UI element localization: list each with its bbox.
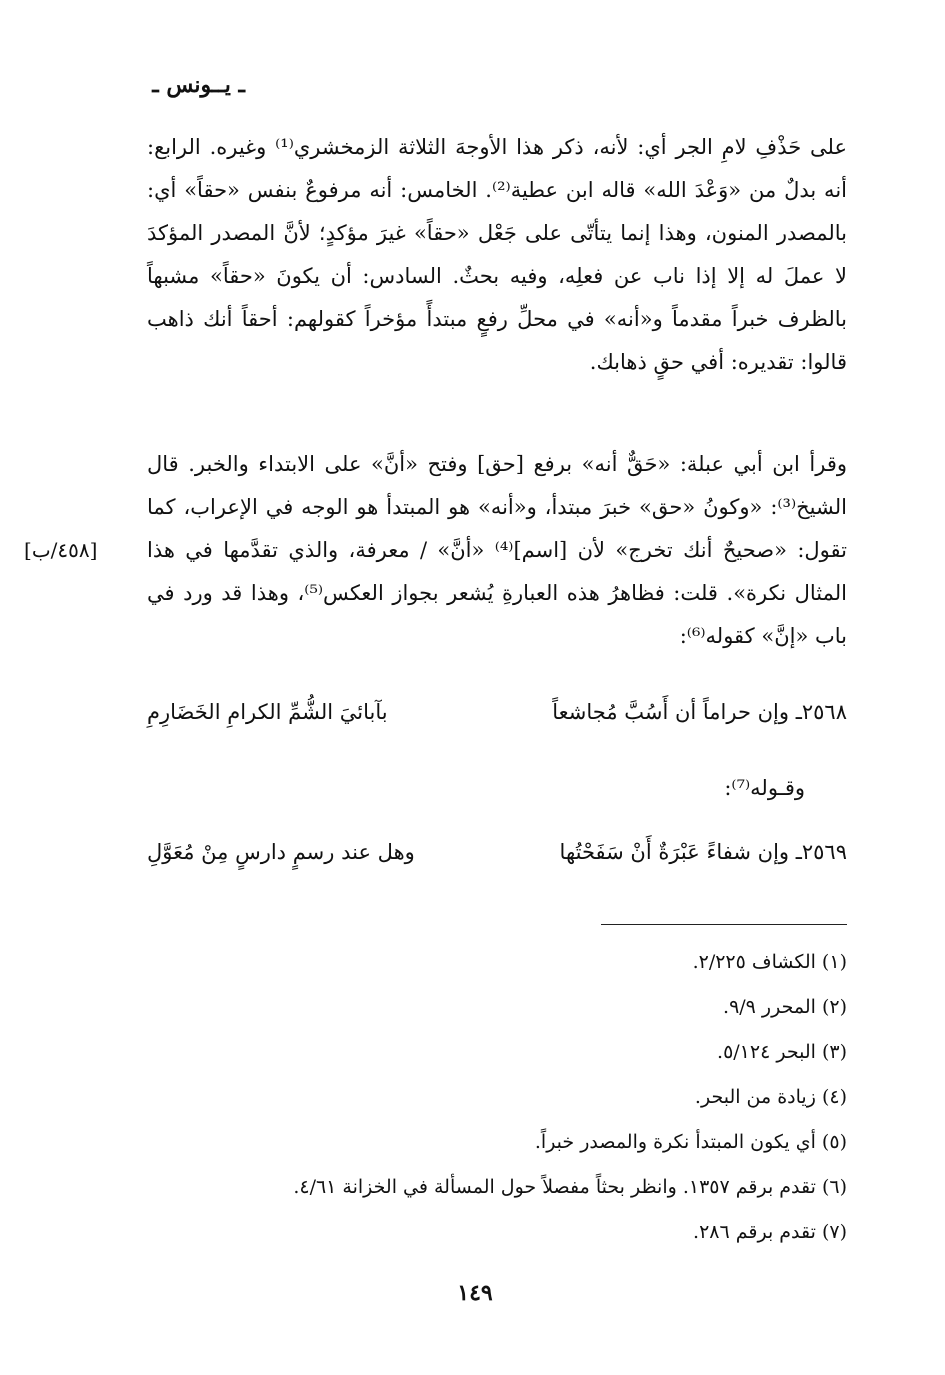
footnote-divider: [601, 924, 847, 925]
verse-2569-first-hemistich: ٢٥٦٩ـ وإن شفاءً عَبْرَةٌ أَنْ سَفَحْتُها: [559, 840, 847, 864]
footnote-1: (١) الكشاف ٢/٢٢٥.: [692, 951, 847, 973]
footnote-3: (٣) البحر ٥/١٢٤.: [717, 1041, 847, 1063]
margin-reference: [٤٥٨/ب]: [24, 538, 98, 562]
verse-intro-label: وقـوله⁽⁷⁾:: [724, 776, 805, 800]
verse-2569-second-hemistich: وهل عند رسمٍ دارسٍ مِنْ مُعَوَّلِ: [147, 840, 415, 864]
footnotes: [127, 940, 847, 1255]
verse-2569: [147, 840, 847, 864]
paragraph-1-text: على حَذْفِ لامِ الجر أي: لأنه، ذكر هذا الأوجهَ الثلاثة الزمخشري⁽¹⁾ وغيره. الرابع: أنه بدلٌ من «وَعْدَ الله» قاله ابن عطية⁽²⁾. الخامس: أنه مرفوعٌ بنفس «حقاً» أي: بالمصدر المنون، وهذا إنما يتأتّى على جَعْل «حقاً» غيرَ مؤكدٍ؛ لأنَّ المصدر المؤكدَ لا عملَ له إلا إذا ناب عن فعلِه، وفيه بحثٌ. السادس: أن يكونَ «حقاً» مشبهاً بالظرف خبراً مقدماً و«أنه» في محلِّ رفعٍ مبتدأً مؤخراً كقولهم: أحقاً أنك ذاهب قالوا: تقديره: أفي حقٍ ذهابك.: [147, 135, 848, 374]
running-header: ـ يــونس ـ: [152, 72, 245, 98]
footnote-2: (٢) المحرر ٩/٩.: [723, 996, 847, 1018]
footnote-7: (٧) تقدم برقم ٢٨٦.: [693, 1221, 847, 1243]
verse-2568: [147, 700, 847, 724]
paragraph-2: [147, 443, 847, 658]
paragraph-2-text: وقرأ ابن أبي عبلة: «حَقٌّ أنه» برفع [حق] وفتح «أنَّ» على الابتداء والخبر. قال الشيخ⁽³⁾: «وكونُ «حق» خبرَ مبتدأ، و«أنه» هو المبتدأ هو الوجه في الإعراب، كما تقول: «صحيحٌ أنك تخرج» لأن [اسم]⁽⁴⁾ «أنَّ» / معرفة، والذي تقدَّمها في هذا المثال نكرة». قلت: فظاهرُ هذه العبارةِ يُشعر بجواز العكس⁽⁵⁾، وهذا قد ورد في باب «إنَّ» كقوله⁽⁶⁾:: [147, 452, 848, 648]
paragraph-1: [147, 126, 847, 384]
verse-2568-second-hemistich: بآبائيَ الشُّمِّ الكرامِ الخَضَارِمِ: [147, 700, 388, 724]
footnote-4: (٤) زيادة من البحر.: [694, 1086, 847, 1108]
footnote-5: (٥) أي يكون المبتدأ نكرة والمصدر خبراً.: [534, 1131, 847, 1153]
page-number: ١٤٩: [457, 1280, 493, 1306]
verse-2568-first-hemistich: ٢٥٦٨ـ وإن حراماً أن أَسُبَّ مُجاشعاً: [552, 700, 847, 724]
footnote-6: (٦) تقدم برقم ١٣٥٧. وانظر بحثاً مفصلاً حول المسألة في الخزانة ٤/٦١.: [293, 1176, 847, 1198]
